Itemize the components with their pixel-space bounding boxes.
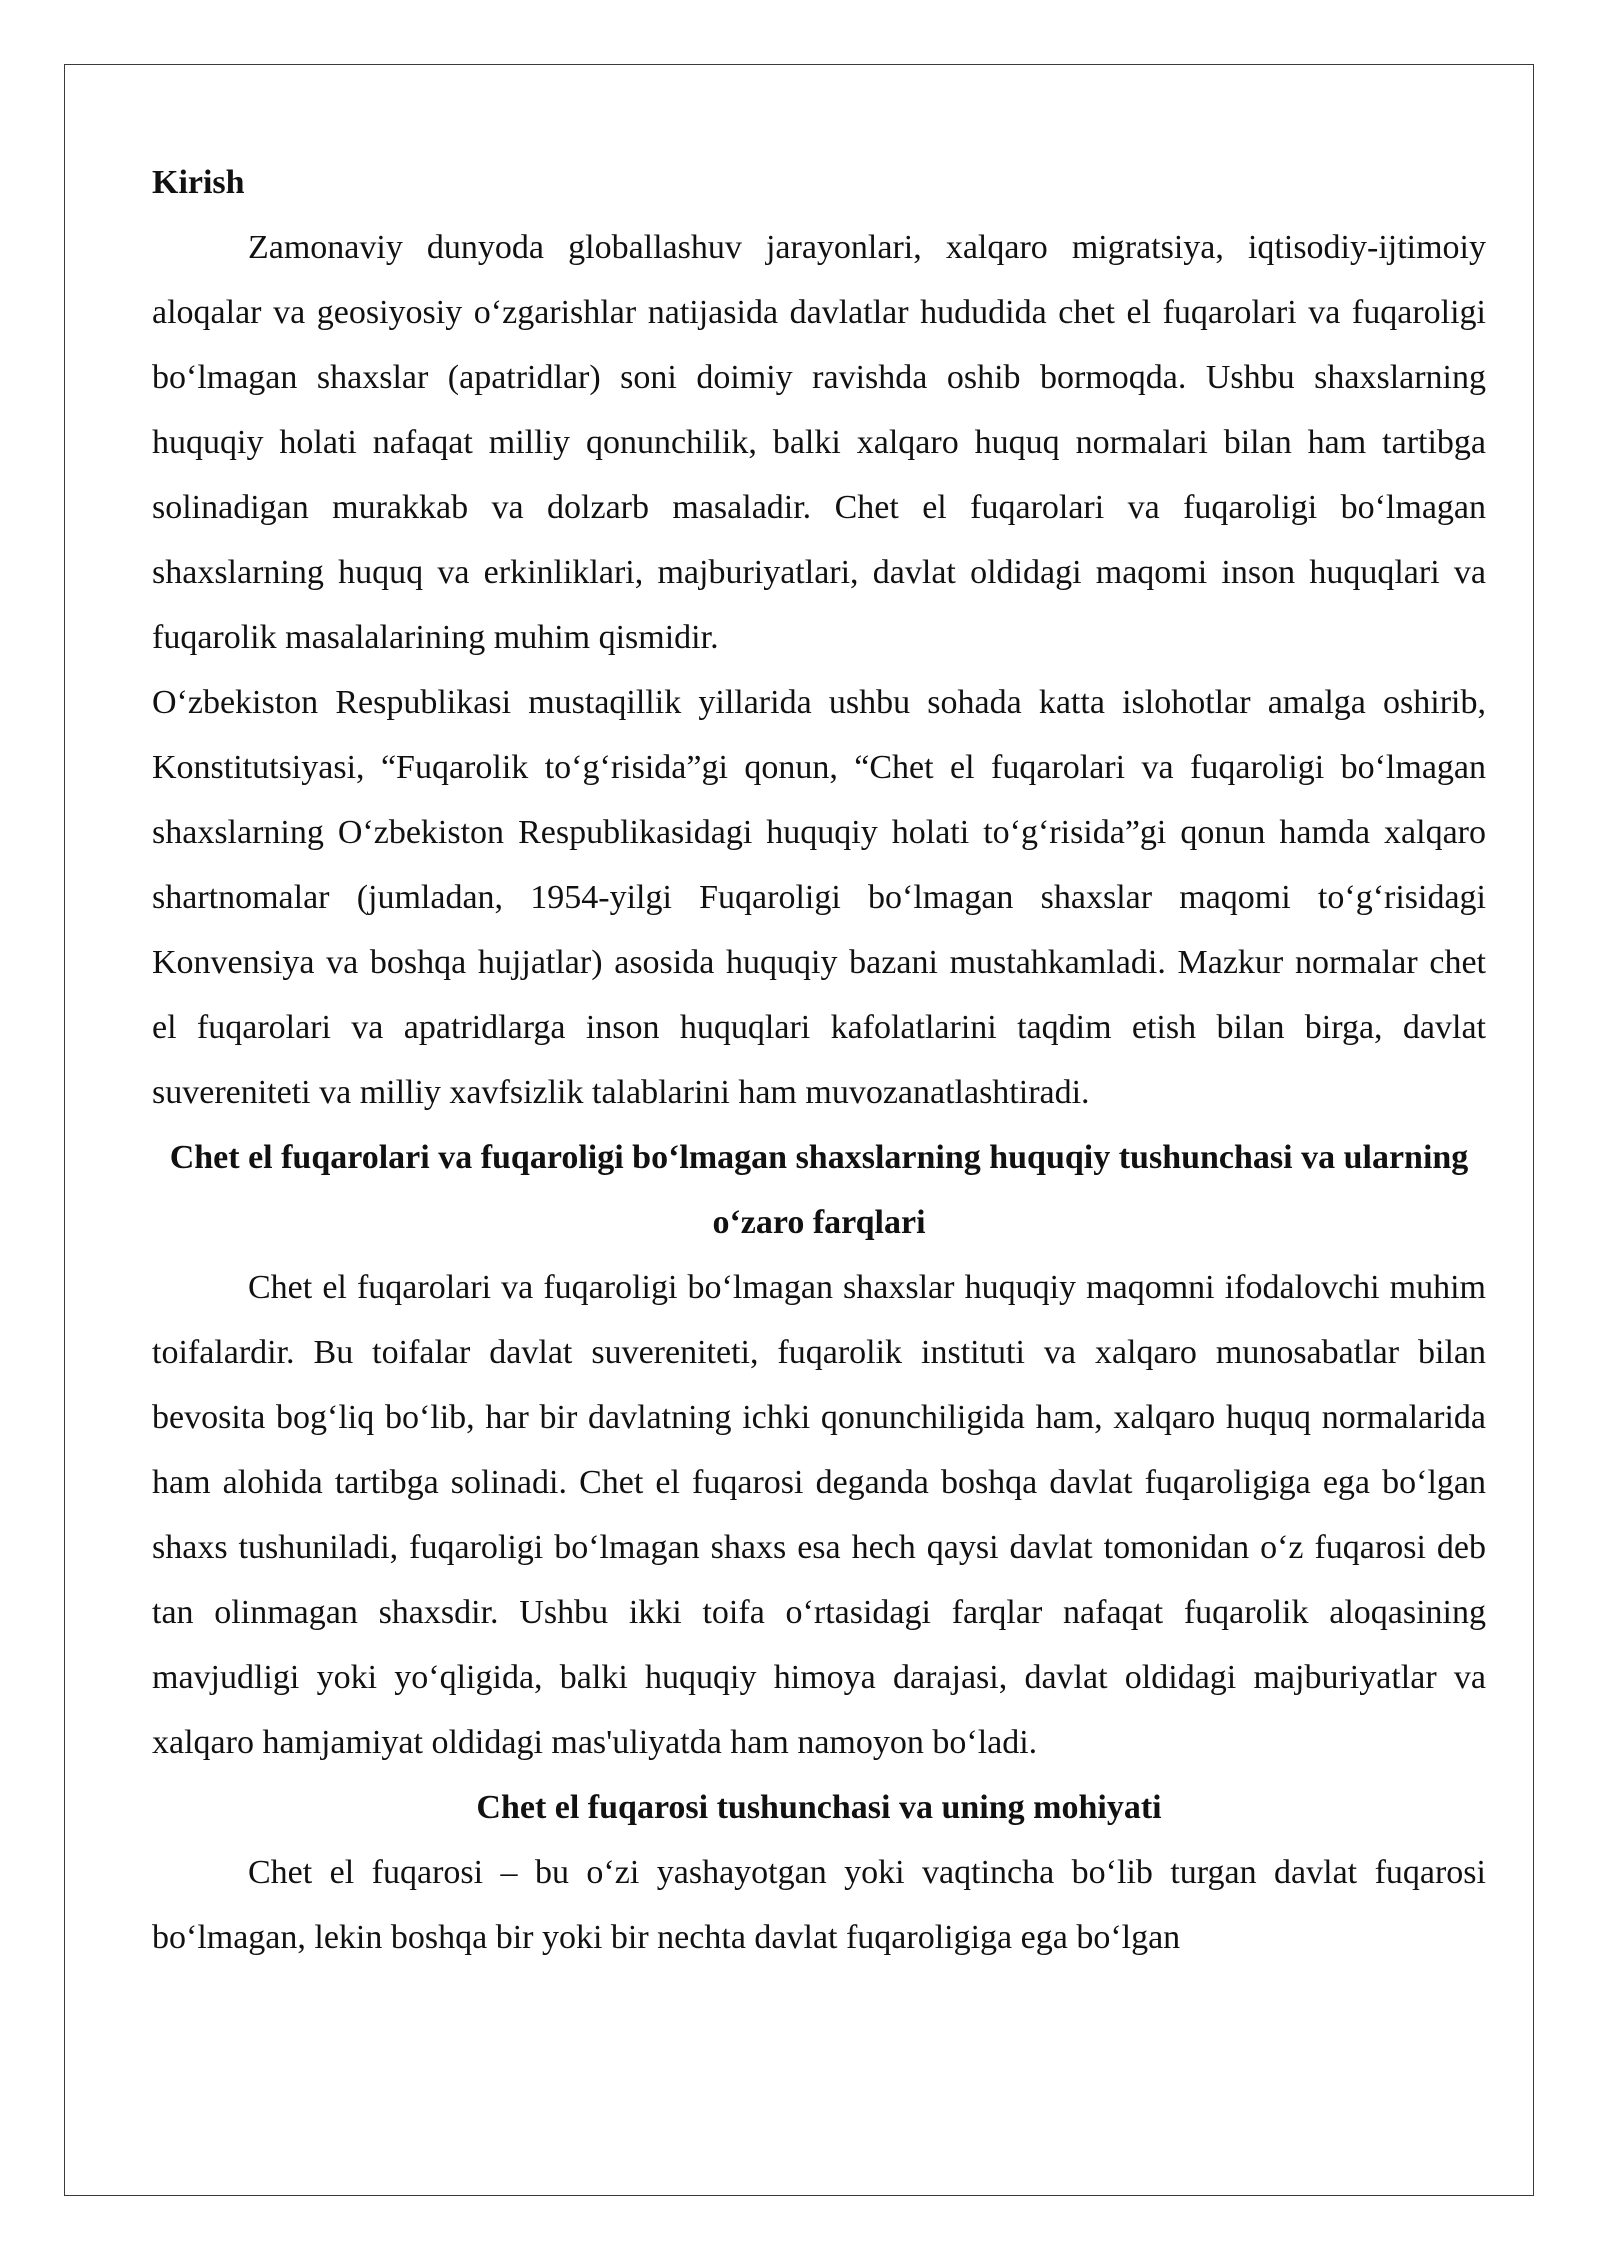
section-1-heading: Chet el fuqarolari va fuqaroligi bo‘lmagan shaxslarning huquqiy tushunchasi va ularning o‘zaro farqlari	[169, 1139, 1469, 1241]
section-2-paragraph: Chet el fuqarosi – bu o‘zi yashayotgan yoki vaqtincha bo‘lib turgan davlat fuqarosi bo‘lmagan, lekin boshqa bir yoki bir nechta davlat fuqaroligiga ega bo‘lgan	[152, 1854, 1486, 1956]
intro-heading: Kirish	[152, 164, 245, 201]
intro-paragraph-1: Zamonaviy dunyoda globallashuv jarayonlari, xalqaro migratsiya, iqtisodiy-ijtimoiy aloqalar va geosiyosiy o‘zgarishlar natijasida davlatlar hududida chet el fuqarolari va fuqaroligi bo‘lmagan shaxslar (apatridlar) soni doimiy ravishda oshib bormoqda. Ushbu shaxslarning huquqiy holati nafaqat milliy qonunchilik, balki xalqaro huquq normalari bilan ham tartibga solinadigan murakkab va dolzarb masaladir. Chet el fuqarolari va fuqaroligi bo‘lmagan shaxslarning huquq va erkinliklari, majburiyatlari, davlat oldidagi maqomi inson huquqlari va fuqarolik masalalarining muhim qismidir.	[152, 229, 1486, 656]
intro-paragraph-2: O‘zbekiston Respublikasi mustaqillik yillarida ushbu sohada katta islohotlar amalga oshirib, Konstitutsiyasi, “Fuqarolik to‘g‘risida”gi qonun, “Chet el fuqarolari va fuqaroligi bo‘lmagan shaxslarning O‘zbekiston Respublikasidagi huquqiy holati to‘g‘risida”gi qonun hamda xalqaro shartnomalar (jumladan, 1954-yilgi Fuqaroligi bo‘lmagan shaxslar maqomi to‘g‘risidagi Konvensiya va boshqa hujjatlar) asosida huquqiy bazani mustahkamladi. Mazkur normalar chet el fuqarolari va apatridlarga inson huquqlari kafolatlarini taqdim etish bilan birga, davlat suvereniteti va milliy xavfsizlik talablarini ham muvozanatlashtiradi.	[152, 684, 1486, 1111]
section-1-paragraph: Chet el fuqarolari va fuqaroligi bo‘lmagan shaxslar huquqiy maqomni ifodalovchi muhim toifalardir. Bu toifalar davlat suvereniteti, fuqarolik instituti va xalqaro munosabatlar bilan bevosita bog‘liq bo‘lib, har bir davlatning ichki qonunchiligida ham, xalqaro huquq normalarida ham alohida tartibga solinadi. Chet el fuqarosi deganda boshqa davlat fuqaroligiga ega bo‘lgan shaxs tushuniladi, fuqaroligi bo‘lmagan shaxs esa hech qaysi davlat tomonidan o‘z fuqarosi deb tan olinmagan shaxsdir. Ushbu ikki toifa o‘rtasidagi farqlar nafaqat fuqarolik aloqasining mavjudligi yoki yo‘qligida, balki huquqiy himoya darajasi, davlat oldidagi majburiyatlar va xalqaro hamjamiyat oldidagi mas'uliyatda ham namoyon bo‘ladi.	[152, 1269, 1486, 1761]
section-2-heading: Chet el fuqarosi tushunchasi va uning mohiyati	[476, 1789, 1162, 1826]
document-body	[152, 150, 1486, 1970]
